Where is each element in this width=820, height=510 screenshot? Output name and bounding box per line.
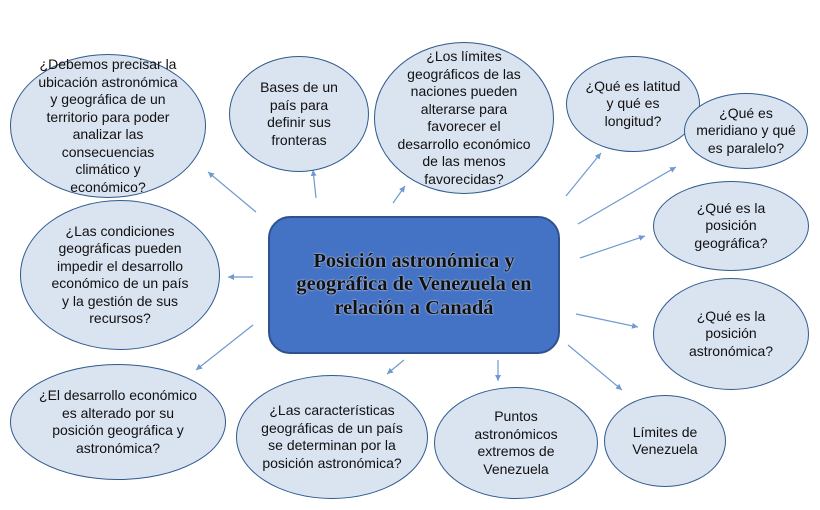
node-limites-ven-text: Límites de Venezuela bbox=[632, 423, 698, 457]
node-caracteristicas bbox=[236, 375, 428, 499]
node-precisar bbox=[10, 54, 206, 198]
node-bases bbox=[229, 56, 369, 172]
node-bases-text: Bases de un país para definir sus fronteras bbox=[260, 79, 338, 148]
node-condiciones-text: ¿Las condiciones geográficas pueden impedir el desarrollo económico de un país y la gestión de sus recursos? bbox=[51, 222, 189, 326]
node-pos-astro-text: ¿Qué es la posición astronómica? bbox=[688, 307, 774, 359]
node-puntos-text: Puntos astronómicos extremos de Venezuela bbox=[474, 408, 558, 477]
node-caracteristicas-text: ¿Las características geográficas de un país se determinan por la posición astronómica? bbox=[261, 402, 403, 471]
node-limites-ven bbox=[604, 395, 726, 487]
arrow-to-pos-astro bbox=[576, 314, 638, 327]
node-pos-geo bbox=[653, 181, 809, 271]
arrow-to-pos-geo bbox=[580, 236, 645, 258]
arrow-to-precisar bbox=[208, 172, 256, 212]
node-precisar-text: ¿Debemos precisar la ubicación astronómica y geográfica de un territorio para poder analizar las consecuencias climático y económico? bbox=[38, 56, 178, 195]
node-desarrollo bbox=[10, 364, 226, 480]
node-condiciones bbox=[20, 200, 220, 350]
node-limites-geo-text: ¿Los límites geográficos de las naciones pueden alterarse para favorecer el desarrollo económico de las menos favorecidas? bbox=[397, 48, 531, 187]
arrow-to-limites-ven bbox=[568, 345, 622, 390]
arrow-to-bases bbox=[313, 170, 316, 198]
arrow-to-desarrollo bbox=[196, 325, 253, 370]
node-limites-geo bbox=[374, 42, 554, 194]
central-topic bbox=[268, 216, 560, 354]
central-topic-title: Posición astronómica y geográfica de Venezuela en relación a Canadá bbox=[296, 249, 532, 319]
node-pos-astro bbox=[653, 278, 809, 390]
node-latitud-text: ¿Qué es latitud y qué es longitud? bbox=[585, 77, 681, 129]
arrow-to-caracteristicas bbox=[387, 360, 404, 374]
arrow-to-limites-geo bbox=[393, 186, 405, 203]
node-meridiano-text: ¿Qué es meridiano y qué es paralelo? bbox=[696, 104, 796, 156]
node-latitud bbox=[566, 56, 700, 152]
arrow-to-latitud bbox=[566, 153, 601, 196]
node-meridiano bbox=[684, 93, 808, 169]
node-desarrollo-text: ¿El desarrollo económico es alterado por su posición geográfica y astronómica? bbox=[39, 387, 197, 456]
node-puntos bbox=[434, 387, 598, 499]
node-pos-geo-text: ¿Qué es la posición geográfica? bbox=[694, 199, 768, 251]
